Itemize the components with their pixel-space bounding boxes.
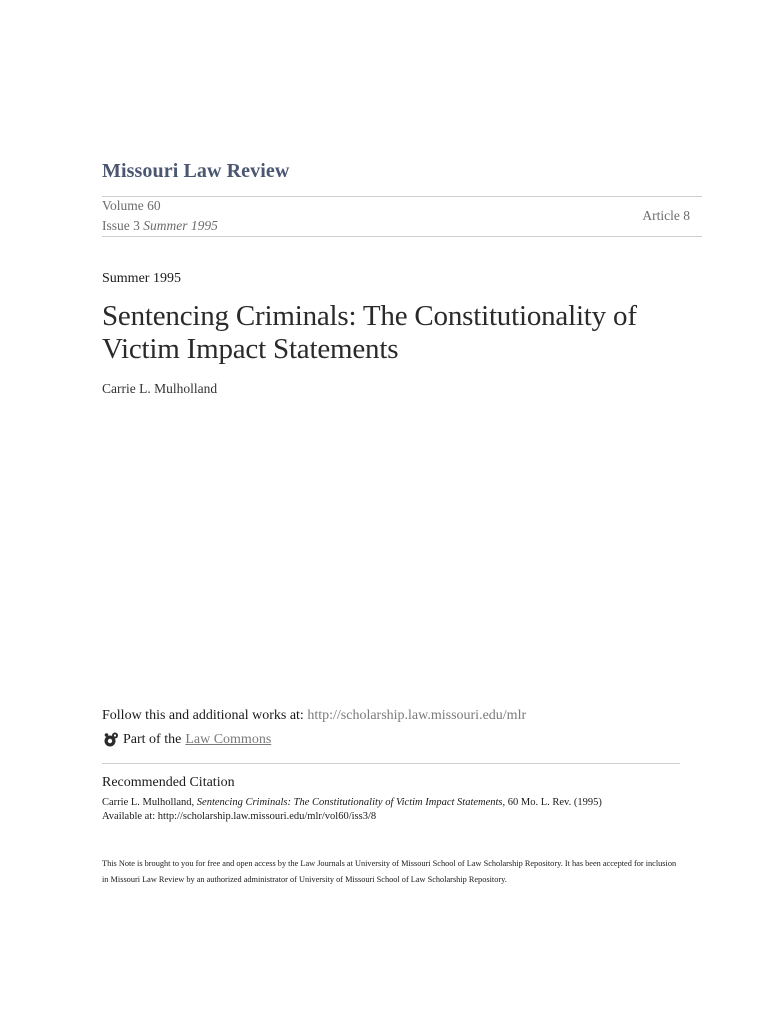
article-author[interactable]: Carrie L. Mulholland [102,381,218,396]
top-divider [102,196,702,197]
issue-link[interactable] [102,218,218,234]
follow-line [102,708,526,724]
citation-line [102,796,602,810]
recommended-citation-heading: Recommended Citation [102,775,235,790]
volume-link[interactable]: Volume 60 [102,198,161,213]
part-of-label: Part of the [123,732,182,747]
journal-title[interactable]: Missouri Law Review [102,160,290,182]
law-commons-link[interactable]: Law Commons [185,732,272,747]
citation-author: Carrie L. Mulholland, [102,797,195,808]
publication-date: Summer 1995 [102,271,181,286]
header-bottom-divider [102,236,702,237]
follow-url-link[interactable]: http://scholarship.law.missouri.edu/mlr [307,708,527,723]
issue-number: Issue 3 [102,218,140,233]
issue-season: Summer 1995 [143,218,218,233]
article-title[interactable]: Sentencing Criminals: The Constitutionality of Victim Impact Statements [102,300,637,365]
citation-block [102,796,602,824]
citation-divider [102,763,680,764]
part-of-line [102,731,271,749]
access-notice: This Note is brought to you for free and open access by the Law Journals at University of Missouri School of Law Scholarship Repository. It has been accepted for inclusion in Missouri Law Review by an authorized administrator of University of Missouri School of Law Scholarship Repository. [102,859,677,884]
network-commons-icon [102,731,120,749]
citation-source: , 60 Mo. L. Rev. (1995) [502,797,602,808]
citation-title: Sentencing Criminals: The Constitutionality of Victim Impact Statements [196,797,503,808]
citation-available[interactable]: Available at: http://scholarship.law.missouri.edu/mlr/vol60/iss3/8 [102,811,377,822]
article-number: Article 8 [642,208,690,223]
follow-label: Follow this and additional works at: [102,708,304,723]
